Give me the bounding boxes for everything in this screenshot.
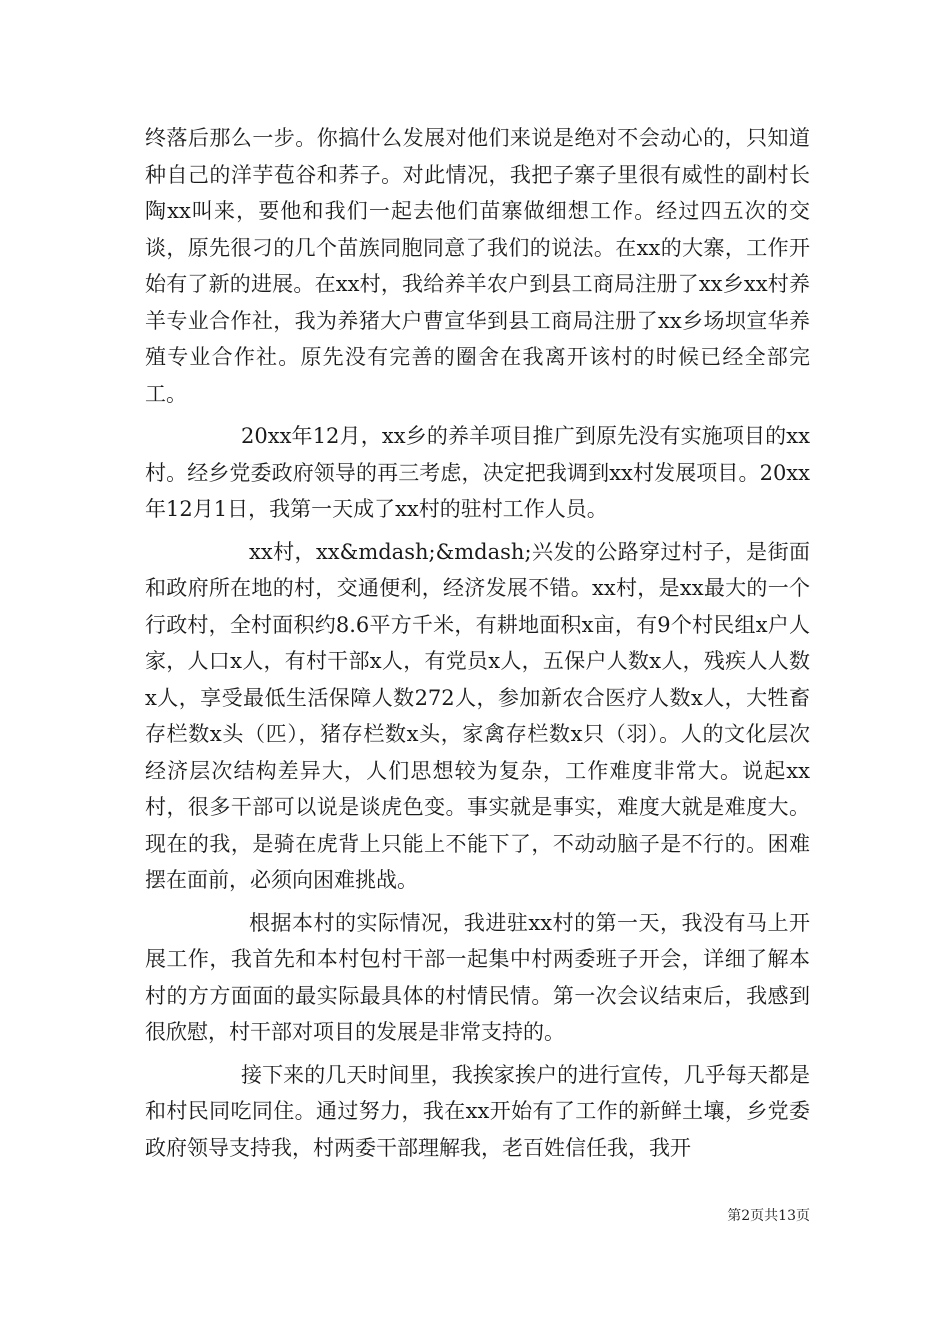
paragraph-4: 根据本村的实际情况，我进驻xx村的第一天，我没有马上开展工作，我首先和本村包村干部一起集中村两委班子开会，详细了解本村的方方面面的最实际最具体的村情民情。第一次会议结束后，我感到很欣慰，村干部对项目的发展是非常支持的。 (145, 910, 810, 1044)
paragraph-1: 终落后那么一步。你搞什么发展对他们来说是绝对不会动心的，只知道种自己的洋芋苞谷和荞子。对此情况，我把子寨子里很有威性的副村长陶xx叫来，要他和我们一起去他们苗寨做细想工作。经过四五次的交谈，原先很刁的几个苗族同胞同意了我们的说法。在xx的大寨，工作开始有了新的进展。在xx村，我给养羊农户到县工商局注册了xx乡xx村养羊专业合作社，我为养猪大户曹宣华到县工商局注册了xx乡场坝宣华养殖专业合作社。原先没有完善的圈舍在我离开该村的时候已经全部完工。 (145, 126, 810, 406)
paragraph-2: 20xx年12月，xx乡的养羊项目推广到原先没有实施项目的xx村。经乡党委政府领导的再三考虑，决定把我调到xx村发展项目。20xx年12月1日，我第一天成了xx村的驻村工作人员。 (145, 424, 810, 521)
paragraph-5: 接下来的几天时间里，我挨家挨户的进行宣传，几乎每天都是和村民同吃同住。通过努力，我在xx开始有了工作的新鲜土壤，乡党委政府领导支持我，村两委干部理解我，老百姓信任我，我开 (145, 1062, 810, 1160)
document-body (145, 120, 810, 1172)
page-number: 第2页共13页 (727, 1208, 810, 1224)
paragraph-3: xx村，xx&mdash;&mdash;兴发的公路穿过村子，是街面和政府所在地的村，交通便利，经济发展不错。xx村，是xx最大的一个行政村，全村面积约8.6平方千米，有耕地面积x亩，有9个村民组x户人家，人口x人，有村干部x人，有党员x人，五保户人数x人，残疾人人数x人，享受最低生活保障人数272人，参加新农合医疗人数x人，大牲畜存栏数x头（匹），猪存栏数x头，家禽存栏数x只（羽）。人的文化层次经济层次结构差异大，人们思想较为复杂，工作难度非常大。说起xx村，很多干部可以说是谈虎色变。事实就是事实，难度大就是难度大。现在的我，是骑在虎背上只能上不能下了，不动动脑子是不行的。困难摆在面前，必须向困难挑战。 (145, 539, 810, 892)
